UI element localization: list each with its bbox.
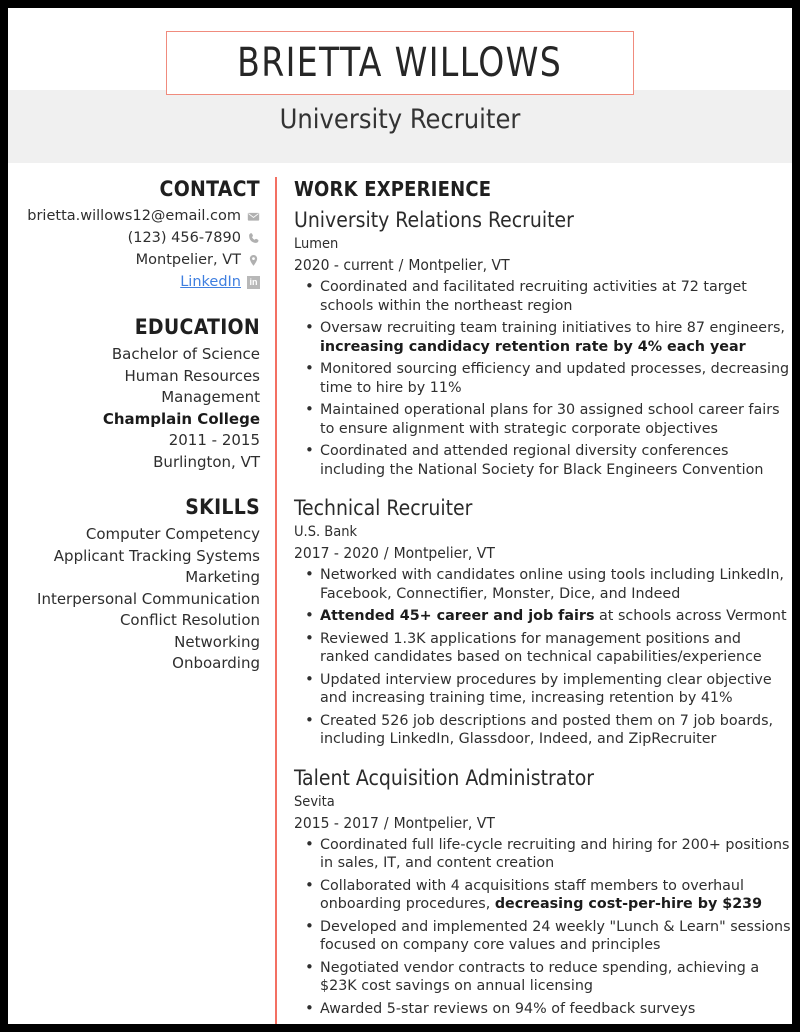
name-box — [166, 31, 634, 95]
job-meta — [294, 542, 792, 564]
contact-item — [8, 206, 260, 227]
bullet-text: Collaborated with 4 acquisitions staff members to overhaul onboarding procedures, — [320, 877, 744, 912]
contact-item-text: brietta.willows12@email.com — [27, 208, 241, 224]
job-bullet — [320, 278, 792, 315]
bullet-text: Reviewed 1.3K applications for management positions and ranked candidates based on technical capabilities/experience — [320, 630, 762, 665]
education-line: Management — [161, 388, 260, 406]
job-location: Montpelier, VT — [393, 544, 495, 562]
education-line: 2011 - 2015 — [168, 431, 260, 449]
job-company: Sevita — [294, 793, 335, 810]
job-meta — [294, 254, 792, 276]
job-bullet — [320, 442, 792, 479]
job-location: Montpelier, VT — [393, 813, 495, 832]
education-list — [8, 344, 260, 473]
job-bullet — [320, 671, 792, 708]
bullet-text: Created 526 job descriptions and posted them on 7 job boards, including LinkedIn, Glassdoor, Indeed, and ZipRecruiter — [320, 712, 774, 747]
bullet-text: Updated interview procedures by implementing clear objective and increasing training time, increasing retention by 41% — [320, 671, 772, 706]
job-entry — [294, 765, 792, 1019]
bullet-text: at schools across Vermont — [594, 608, 787, 624]
job-title: Talent Acquisition Administrator — [294, 765, 595, 790]
job-dates: 2020 - current — [294, 256, 394, 274]
sidebar — [8, 177, 260, 1024]
bullet-text: Networked with candidates online using tools including LinkedIn, Facebook, Connectifier, Monster, Dice, and Indeed — [320, 567, 784, 602]
bullet-text: Coordinated and facilitated recruiting activities at 72 target schools within the northeast region — [320, 279, 747, 314]
skill-item: Marketing — [185, 568, 260, 586]
skill-item: Applicant Tracking Systems — [53, 546, 260, 565]
job-bullet-list — [294, 278, 792, 479]
bullet-text: Awarded 5-star reviews on 94% of feedback surveys — [320, 1000, 696, 1017]
skill-item: Networking — [174, 632, 260, 651]
education-line: Champlain College — [102, 409, 260, 428]
skill-item: Computer Competency — [85, 525, 260, 543]
skill-item: Interpersonal Communication — [37, 589, 260, 608]
resume-header — [8, 8, 792, 163]
skills-section — [8, 495, 260, 675]
contact-item-text: (123) 456-7890 — [127, 230, 241, 246]
bullet-highlight: Attended 45+ career and job fairs — [320, 608, 595, 624]
contact-heading: CONTACT — [159, 177, 260, 201]
job-entry — [294, 495, 792, 749]
candidate-name: BRIETTA WILLOWS — [237, 40, 563, 86]
job-bullet — [320, 566, 792, 603]
job-bullet — [320, 1000, 792, 1019]
bullet-text: Oversaw recruiting team training initiatives to hire 87 engineers, — [320, 320, 785, 336]
job-title: University Relations Recruiter — [294, 208, 574, 232]
main-column — [277, 177, 792, 1024]
bullet-highlight: decreasing cost-per-hire by $239 — [494, 896, 763, 912]
job-bullet — [320, 918, 792, 955]
contact-list — [8, 206, 260, 293]
linkedin-icon — [247, 276, 260, 289]
job-bullet — [320, 877, 792, 914]
job-location: Montpelier, VT — [408, 256, 510, 274]
job-bullet — [320, 401, 792, 438]
job-bullet-list — [294, 836, 792, 1019]
work-experience-heading: WORK EXPERIENCE — [294, 177, 492, 201]
bullet-text: Coordinated full life-cycle recruiting and hiring for 200+ positions in sales, IT, and content creation — [320, 836, 790, 871]
job-bullet — [320, 630, 792, 667]
skills-heading: SKILLS — [185, 495, 260, 519]
job-company: Lumen — [294, 236, 339, 252]
phone-icon — [247, 232, 260, 245]
contact-item-text[interactable]: LinkedIn — [180, 274, 241, 290]
skills-list — [8, 524, 260, 675]
contact-item — [8, 228, 260, 249]
education-line: Bachelor of Science — [111, 345, 260, 363]
job-meta-separator: / — [383, 544, 389, 562]
job-bullet-list — [294, 566, 792, 749]
contact-item — [8, 250, 260, 271]
education-section — [8, 315, 260, 473]
resume-page — [8, 8, 792, 1024]
job-title: Technical Recruiter — [294, 496, 473, 520]
job-meta-separator: / — [398, 256, 404, 274]
skill-item: Onboarding — [172, 654, 260, 672]
bullet-text: Maintained operational plans for 30 assigned school career fairs to ensure alignment with strategic corporate objectives — [320, 402, 780, 437]
job-list — [294, 207, 792, 1018]
bullet-text: Monitored sourcing efficiency and updated processes, decreasing time to hire by 11% — [320, 361, 790, 396]
job-dates: 2017 - 2020 — [294, 544, 379, 562]
contact-item-text: Montpelier, VT — [135, 252, 241, 268]
job-company: U.S. Bank — [294, 524, 358, 540]
job-bullet — [320, 360, 792, 397]
education-heading: EDUCATION — [134, 315, 260, 339]
resume-body — [8, 163, 792, 1024]
job-bullet — [320, 607, 792, 626]
envelope-icon — [247, 210, 260, 223]
education-line: Burlington, VT — [153, 452, 260, 471]
job-meta — [294, 812, 792, 834]
job-bullet — [320, 836, 792, 873]
contact-item[interactable] — [8, 272, 260, 293]
education-line: Human Resources — [124, 366, 260, 385]
bullet-text: Negotiated vendor contracts to reduce spending, achieving a $23K cost savings on annual licensing — [320, 959, 760, 994]
job-meta-separator: / — [383, 813, 389, 832]
bullet-highlight: increasing candidacy retention rate by 4% each year — [320, 338, 746, 355]
bullet-text: Developed and implemented 24 weekly "Lunch & Learn" sessions focused on company core values and principles — [320, 918, 791, 953]
candidate-title: University Recruiter — [279, 104, 521, 135]
contact-section — [8, 177, 260, 293]
linkedin-badge: in — [247, 276, 260, 289]
job-dates: 2015 - 2017 — [294, 813, 379, 832]
job-bullet — [320, 319, 792, 356]
job-bullet — [320, 712, 792, 749]
job-entry — [294, 207, 792, 479]
bullet-text: Coordinated and attended regional diversity conferences including the National Society for Black Engineers Convention — [320, 443, 764, 478]
skill-item: Conflict Resolution — [119, 611, 260, 629]
job-bullet — [320, 959, 792, 996]
map-pin-icon — [247, 254, 260, 267]
